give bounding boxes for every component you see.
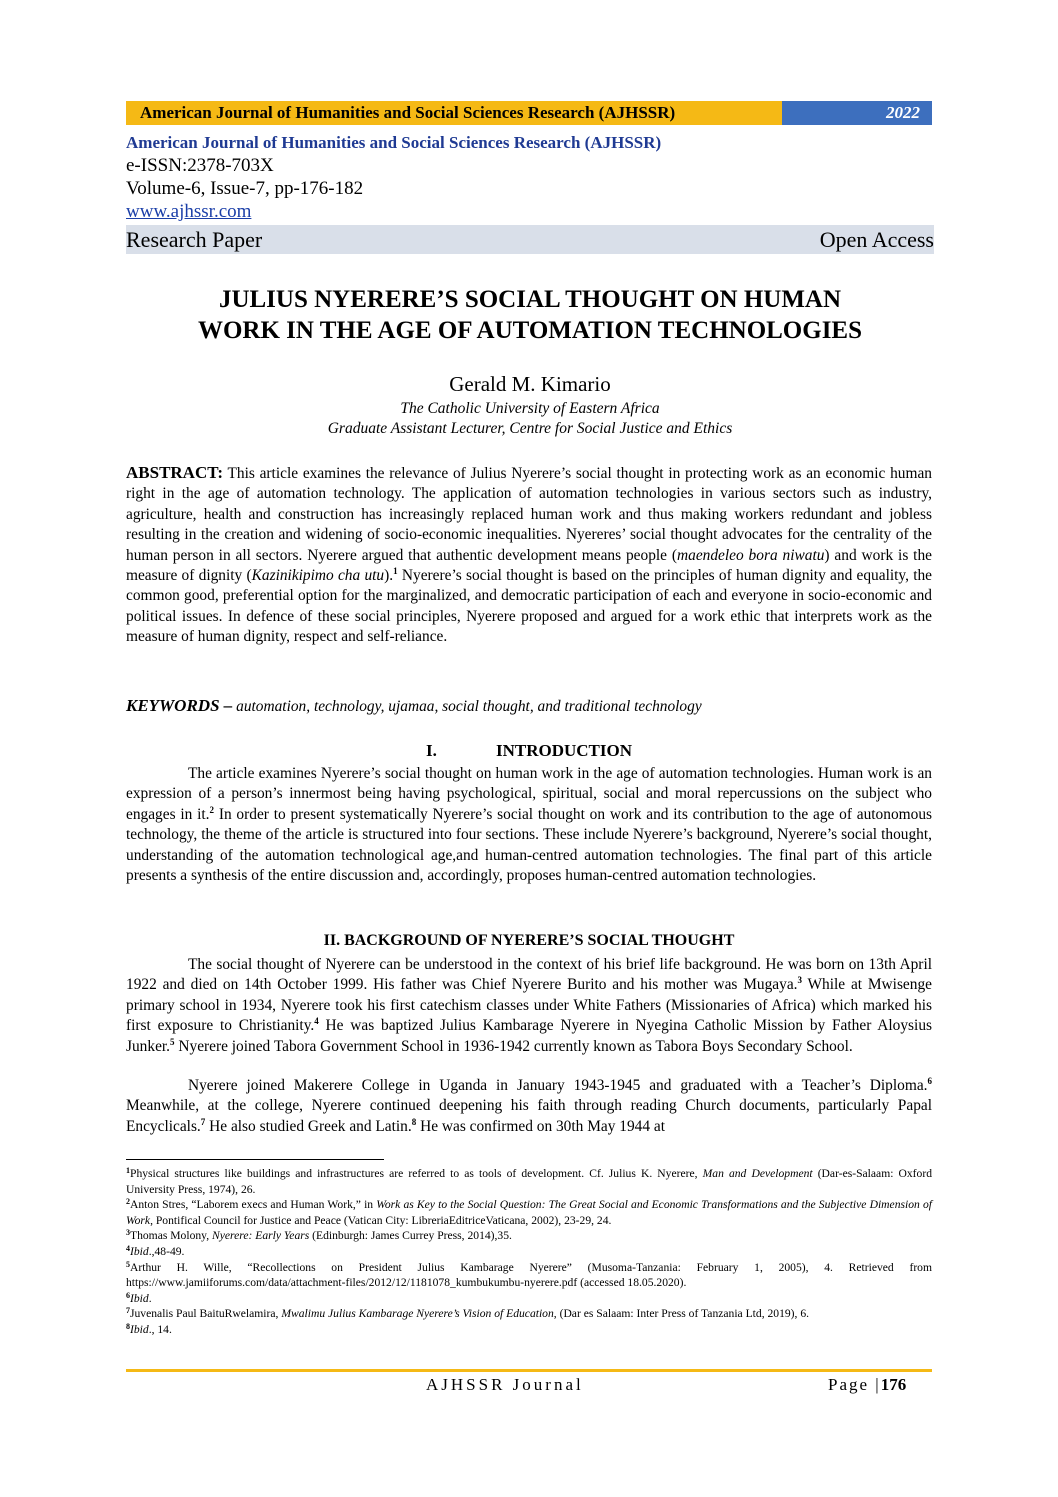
- footnote-3: [126, 1228, 932, 1244]
- footnote-ref[interactable]: 4: [314, 1016, 319, 1027]
- affiliation-university: The Catholic University of Eastern Africa: [400, 400, 660, 417]
- header-band: [126, 101, 932, 125]
- footnote-number: 8: [126, 1321, 130, 1331]
- footnote-ref[interactable]: 1: [393, 566, 398, 577]
- footnote-title: Ibid: [130, 1322, 149, 1336]
- footnote-text: Anton Stres, “Laborem execs and Human Work,” in: [130, 1198, 377, 1212]
- section-number: I.: [425, 741, 437, 760]
- footnote-number: 2: [126, 1197, 130, 1207]
- title-line-2: WORK IN THE AGE OF AUTOMATION TECHNOLOGIES: [197, 317, 863, 344]
- footnote-title: Ibid: [130, 1244, 149, 1258]
- keywords: [126, 696, 932, 716]
- footnote-text: (Dar-es-Salaam: Oxford University Press, 1974), 26.: [126, 1167, 933, 1196]
- header-journal-name: American Journal of Humanities and Social Sciences Research (AJHSSR): [126, 101, 782, 125]
- footnote-text: ., 14.: [148, 1322, 172, 1336]
- footnote-number: 7: [126, 1306, 130, 1316]
- author-affiliation: [126, 399, 934, 439]
- abstract-term: maendeleo bora niwatu: [677, 546, 825, 564]
- paragraph-text: While at Mwisenge primary school in 1934, Nyerere took his first catechism classes under White Fathers (Missionaries of Africa) which marked his first exposure to Christianity.: [126, 976, 932, 1035]
- background-paragraph-1: [126, 955, 932, 1057]
- abstract-text: This article examines the relevance of Julius Nyerere’s social thought in protecting work as an economic human right in the age of automation technology. The application of automation technologies in various sectors such as industry, agriculture, health and construction has increasingly replaced human work and thus making workers redundant and jobless resulting in the creation and widening of socio-economic inequalities. Nyereres’ social thought advocates for the centrality of the human person in all sectors. Nyerere argued that authentic development means people (: [126, 465, 932, 564]
- website-link[interactable]: www.ajhssr.com: [126, 201, 252, 222]
- abstract-label: ABSTRACT:: [126, 463, 223, 482]
- footnote-2: [126, 1197, 932, 1228]
- footnote-ref[interactable]: 2: [209, 804, 215, 815]
- paragraph-text: Nyerere joined Tabora Government School in 1936-1942 currently known as Tabora Boys Secondary School.: [174, 1037, 853, 1055]
- footnote-divider: [126, 1159, 384, 1160]
- footnote-6: [126, 1291, 932, 1307]
- paper-type: Research Paper: [126, 227, 263, 252]
- paragraph-text: He also studied Greek and Latin.: [205, 1117, 412, 1135]
- page-label: Page |: [828, 1375, 881, 1394]
- footnote-text: Juvenalis Paul BaituRwelamira,: [130, 1307, 282, 1321]
- footnote-ref[interactable]: 7: [200, 1116, 206, 1127]
- footnote-title: Ibid: [130, 1291, 149, 1305]
- footer-divider: [126, 1369, 932, 1372]
- paragraph-text: He was confirmed on 30th May 1944 at: [416, 1117, 665, 1135]
- keywords-text: automation, technology, ujamaa, social thought, and traditional technology: [232, 698, 702, 715]
- footnote-number: 5: [126, 1259, 130, 1269]
- author-name: Gerald M. Kimario: [449, 372, 611, 396]
- abstract-text: ).: [384, 567, 394, 585]
- footnote-text: (Edinburgh: James Currey Press, 2014),35.: [309, 1229, 512, 1243]
- volume-issue: Volume-6, Issue-7, pp-176-182: [126, 178, 364, 199]
- title-line-1: JULIUS NYERERE’S SOCIAL THOUGHT ON HUMAN: [218, 286, 842, 313]
- paragraph-text: The article examines Nyerere’s social thought on human work in the age of automation technologies. Human work is an expression of a person’s innermost being having psychological, spiritual, social and moral repercussions on the subject who engages in it.: [126, 765, 932, 823]
- footnote-title: Nyerere: Early Years: [212, 1229, 310, 1243]
- abstract: [126, 463, 932, 648]
- footnote-text: Thomas Molony,: [130, 1229, 213, 1243]
- footnote-5: [126, 1260, 932, 1291]
- masthead: [126, 131, 934, 254]
- header-year: 2022: [782, 101, 932, 125]
- footnote-7: [126, 1306, 932, 1322]
- abstract-text: Nyerere’s social thought is based on the principles of human dignity and equality, the common good, preferential option for the marginalized, and democratic participation of each and everyone in socio-economic and political issues. In defence of these social principles, Nyerere proposed and argued for a work ethic that interprets work as the measure of human dignity, respect and self-reliance.: [126, 567, 933, 646]
- footnote-text: Physical structures like buildings and infrastructures are referred to as tools of development. Cf. Julius K. Nyerere,: [130, 1167, 703, 1180]
- footnote-number: 4: [126, 1243, 130, 1253]
- footnote-ref[interactable]: 5: [170, 1036, 175, 1047]
- paper-type-bar: [126, 225, 934, 254]
- abstract-text: ) and work is the measure of dignity (: [126, 546, 932, 585]
- masthead-journal: American Journal of Humanities and Social Sciences Research (AJHSSR): [126, 133, 662, 152]
- footnote-number: 3: [126, 1228, 130, 1238]
- footnote-4: [126, 1244, 932, 1260]
- issn: e-ISSN:2378-703X: [126, 155, 274, 176]
- section-title: INTRODUCTION: [495, 741, 633, 760]
- footnote-ref[interactable]: 3: [797, 975, 802, 986]
- footer-page: [828, 1375, 906, 1395]
- footnote-text: Arthur H. Wille, “Recollections on President Julius Kambarage Nyerere” (Musoma-Tanzania: February 1, 2005), 4. Retrieved from https://www.jamiiforums.com/data/attachment-files/2012/12/1181078_kumbukumbu-nyerere.pdf (accessed 18.05.2020).: [126, 1260, 932, 1290]
- footer-journal: AJHSSR Journal: [426, 1375, 584, 1394]
- introduction-paragraph: [126, 764, 932, 886]
- footnotes: [126, 1166, 932, 1338]
- footnote-text: , Pontifical Council for Justice and Peace (Vatican City: LibreriaEditriceVaticana, 2002), 23-29, 24.: [150, 1213, 612, 1227]
- footnote-text: .: [148, 1291, 152, 1305]
- section-heading-introduction: [126, 741, 932, 761]
- paragraph-text: Nyerere joined Makerere College in Uganda in January 1943-1945 and graduated with a Teacher’s Diploma.: [188, 1077, 928, 1094]
- paragraph-text: The social thought of Nyerere can be understood in the context of his brief life background. He was born on 13th April 1922 and died on 14th October 1999. His father was Chief Nyerere Burito and his mother was Mugaya.: [126, 956, 932, 994]
- affiliation-position: Graduate Assistant Lecturer, Centre for Social Justice and Ethics: [327, 420, 733, 437]
- keywords-label: KEYWORDS –: [126, 696, 233, 715]
- paragraph-text: He was baptized Julius Kambarage Nyerere in Nyegina Catholic Mission by Father Aloysius Junker.: [126, 1017, 933, 1055]
- footnote-ref[interactable]: 8: [411, 1116, 417, 1127]
- footnote-number: 1: [126, 1166, 130, 1175]
- paragraph-text: Meanwhile, at the college, Nyerere continued deepening his faith through reading Church documents, particularly Papal Encyclicals.: [126, 1097, 932, 1135]
- paper-title: [126, 284, 934, 346]
- footnote-title: Man and Development: [702, 1167, 813, 1180]
- section-heading-background: II. BACKGROUND OF NYERERE’S SOCIAL THOUGHT: [323, 932, 735, 949]
- footnote-text: .,48-49.: [148, 1244, 185, 1258]
- footnote-ref[interactable]: 6: [927, 1076, 932, 1086]
- page-number: 176: [880, 1375, 907, 1394]
- footnote-1: [126, 1166, 932, 1197]
- paragraph-text: In order to present systematically Nyerere’s social thought on work and its contribution to the age of autonomous technology, the theme of the article is structured into four sections. These include Nyerere’s background, Nyerere’s social thought, understanding of the automation technological age,and human-centred automation technologies. The final part of this article presents a synthesis of the entire discussion and, accordingly, proposes human-centred automation technologies.: [126, 805, 932, 885]
- access-type: Open Access: [819, 227, 934, 252]
- background-paragraph-2: [126, 1076, 932, 1137]
- footnote-title: Mwalimu Julius Kambarage Nyerere’s Vision of Education: [281, 1307, 554, 1321]
- footnote-title: Work as Key to the Social Question: The Great Social and Economic Transformations and the Subjective Dimension of Work: [126, 1198, 932, 1227]
- footnote-text: , (Dar es Salaam: Inter Press of Tanzania Ltd, 2019), 6.: [553, 1307, 810, 1321]
- footnote-number: 6: [126, 1290, 130, 1300]
- abstract-term: Kazinikipimo cha utu: [251, 567, 385, 585]
- footnote-8: [126, 1322, 932, 1338]
